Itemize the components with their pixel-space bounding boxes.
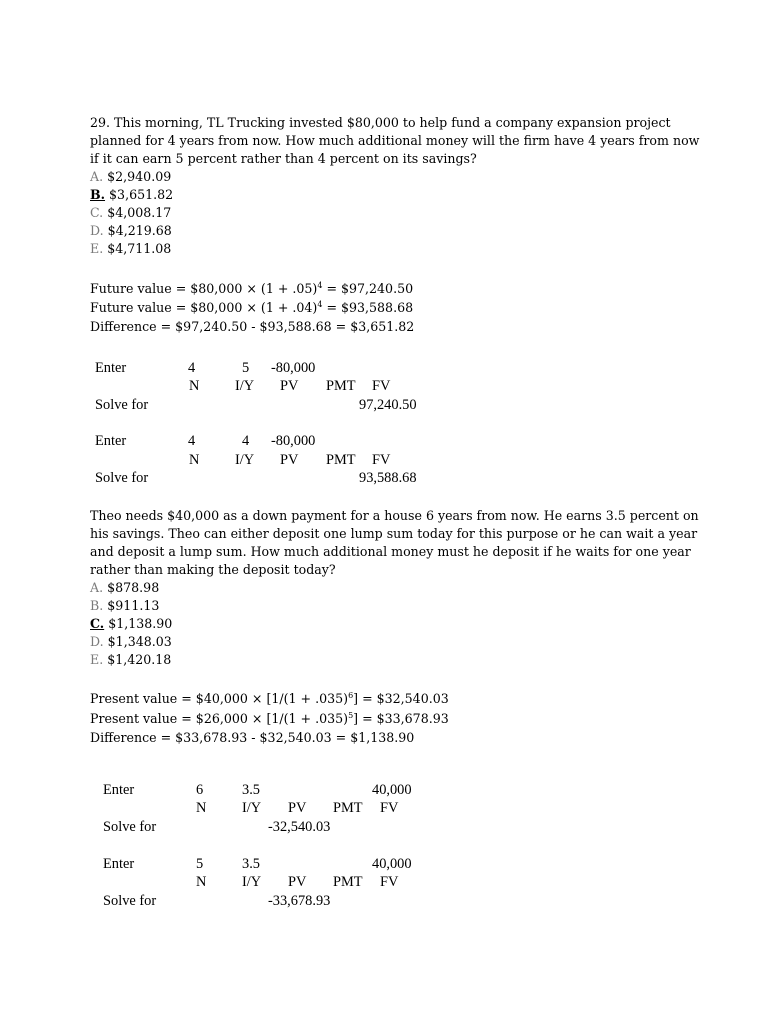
q2-question-line-3: and deposit a lump sum. How much additional money must he deposit if he waits for one year	[90, 544, 691, 559]
calc-solve-for-label: Solve for	[95, 470, 149, 486]
formula-text: Present value = $40,000 × [1/(1 + .035)	[90, 691, 349, 706]
calc-solve-for-label: Solve for	[95, 397, 149, 413]
formula-text: Present value = $26,000 × [1/(1 + .035)	[90, 711, 349, 726]
q2-question-line-1: Theo needs $40,000 as a down payment for a house 6 years from now. He earns 3.5 percent on	[90, 508, 699, 523]
formula-text: Future value = $80,000 × (1 + .04)	[90, 300, 318, 315]
calc-n-value: 5	[196, 856, 204, 872]
exponent: 6	[348, 690, 354, 700]
option-letter: E.	[90, 241, 104, 256]
q2-solution-line-1	[90, 690, 449, 708]
option-value: $4,219.68	[107, 223, 172, 238]
option-value: $1,138.90	[108, 616, 173, 631]
calc-header-iy: I/Y	[242, 874, 262, 890]
calc-result: 97,240.50	[359, 397, 417, 413]
q1-option-a	[90, 168, 171, 186]
formula-text: Future value = $80,000 × (1 + .05)	[90, 281, 318, 296]
calc-solve-for-label: Solve for	[103, 819, 157, 835]
calc-enter-label: Enter	[95, 360, 127, 376]
q2-solution-line-3: Difference = $33,678.93 - $32,540.03 = $1,138.90	[90, 730, 415, 745]
option-value: $911.13	[107, 598, 160, 613]
calc-pv-value: -80,000	[271, 360, 316, 376]
calc-n-value: 4	[188, 360, 196, 376]
calc-header-pv: PV	[288, 800, 307, 816]
calc-header-pv: PV	[288, 874, 307, 890]
option-letter-correct: B.	[90, 187, 106, 202]
exponent: 4	[317, 299, 323, 309]
option-value: $1,348.03	[107, 634, 172, 649]
option-letter: A.	[90, 169, 104, 184]
option-letter: A.	[90, 580, 104, 595]
formula-result: ] = $32,540.03	[353, 691, 449, 706]
option-letter-correct: C.	[90, 616, 105, 631]
calc-header-pv: PV	[280, 378, 299, 394]
option-value: $878.98	[107, 580, 160, 595]
calc-fv-value: 40,000	[372, 856, 412, 872]
option-value: $1,420.18	[107, 652, 172, 667]
calc-n-value: 4	[188, 433, 196, 449]
calc-result: 93,588.68	[359, 470, 417, 486]
option-value: $4,711.08	[107, 241, 172, 256]
q2-option-d	[90, 633, 172, 651]
calc-header-pmt: PMT	[326, 452, 356, 468]
calc-header-iy: I/Y	[235, 378, 255, 394]
calc-iy-value: 4	[242, 433, 250, 449]
exponent: 4	[317, 280, 323, 290]
calc-header-n: N	[189, 378, 200, 394]
calc-result: -33,678.93	[268, 893, 331, 909]
calc-header-pmt: PMT	[333, 800, 363, 816]
calc-iy-value: 5	[242, 360, 250, 376]
q1-option-e	[90, 240, 171, 258]
q1-solution-line-3: Difference = $97,240.50 - $93,588.68 = $3,651.82	[90, 319, 415, 334]
calc-header-n: N	[189, 452, 200, 468]
calc-header-fv: FV	[380, 800, 399, 816]
calc-pv-value: -80,000	[271, 433, 316, 449]
formula-result: = $97,240.50	[322, 281, 414, 296]
calc-header-n: N	[196, 800, 207, 816]
option-letter: D.	[90, 634, 104, 649]
calc-header-iy: I/Y	[242, 800, 262, 816]
option-letter: B.	[90, 598, 104, 613]
q2-option-c	[90, 615, 172, 633]
q1-option-b	[90, 186, 173, 204]
option-letter: E.	[90, 652, 104, 667]
q1-option-d	[90, 222, 172, 240]
calc-header-fv: FV	[380, 874, 399, 890]
calc-iy-value: 3.5	[242, 782, 260, 798]
calc-iy-value: 3.5	[242, 856, 260, 872]
q1-solution-line-2	[90, 299, 413, 317]
q2-question-line-2: his savings. Theo can either deposit one lump sum today for this purpose or he can wait a year	[90, 526, 698, 541]
calc-header-fv: FV	[372, 378, 391, 394]
q1-question-line-3: if it can earn 5 percent rather than 4 percent on its savings?	[90, 151, 477, 166]
exponent: 5	[348, 710, 354, 720]
calc-solve-for-label: Solve for	[103, 893, 157, 909]
q2-solution-line-2	[90, 710, 449, 728]
calc-result: -32,540.03	[268, 819, 331, 835]
q1-question-line-1: 29. This morning, TL Trucking invested $80,000 to help fund a company expansion project	[90, 115, 671, 130]
q2-option-a	[90, 579, 159, 597]
option-value: $3,651.82	[109, 187, 174, 202]
q2-option-e	[90, 651, 171, 669]
calc-header-pv: PV	[280, 452, 299, 468]
formula-result: = $93,588.68	[322, 300, 414, 315]
option-letter: C.	[90, 205, 104, 220]
formula-result: ] = $33,678.93	[353, 711, 449, 726]
calc-header-pmt: PMT	[326, 378, 356, 394]
calc-header-iy: I/Y	[235, 452, 255, 468]
calc-n-value: 6	[196, 782, 204, 798]
q1-option-c	[90, 204, 171, 222]
calc-fv-value: 40,000	[372, 782, 412, 798]
q2-option-b	[90, 597, 159, 615]
option-value: $4,008.17	[107, 205, 172, 220]
calc-enter-label: Enter	[103, 782, 135, 798]
calc-header-pmt: PMT	[333, 874, 363, 890]
q1-question-line-2: planned for 4 years from now. How much additional money will the firm have 4 years from now	[90, 133, 700, 148]
calc-enter-label: Enter	[103, 856, 135, 872]
calc-header-n: N	[196, 874, 207, 890]
calc-header-fv: FV	[372, 452, 391, 468]
calc-enter-label: Enter	[95, 433, 127, 449]
option-value: $2,940.09	[107, 169, 172, 184]
option-letter: D.	[90, 223, 104, 238]
q1-solution-line-1	[90, 280, 413, 298]
q2-question-line-4: rather than making the deposit today?	[90, 562, 336, 577]
